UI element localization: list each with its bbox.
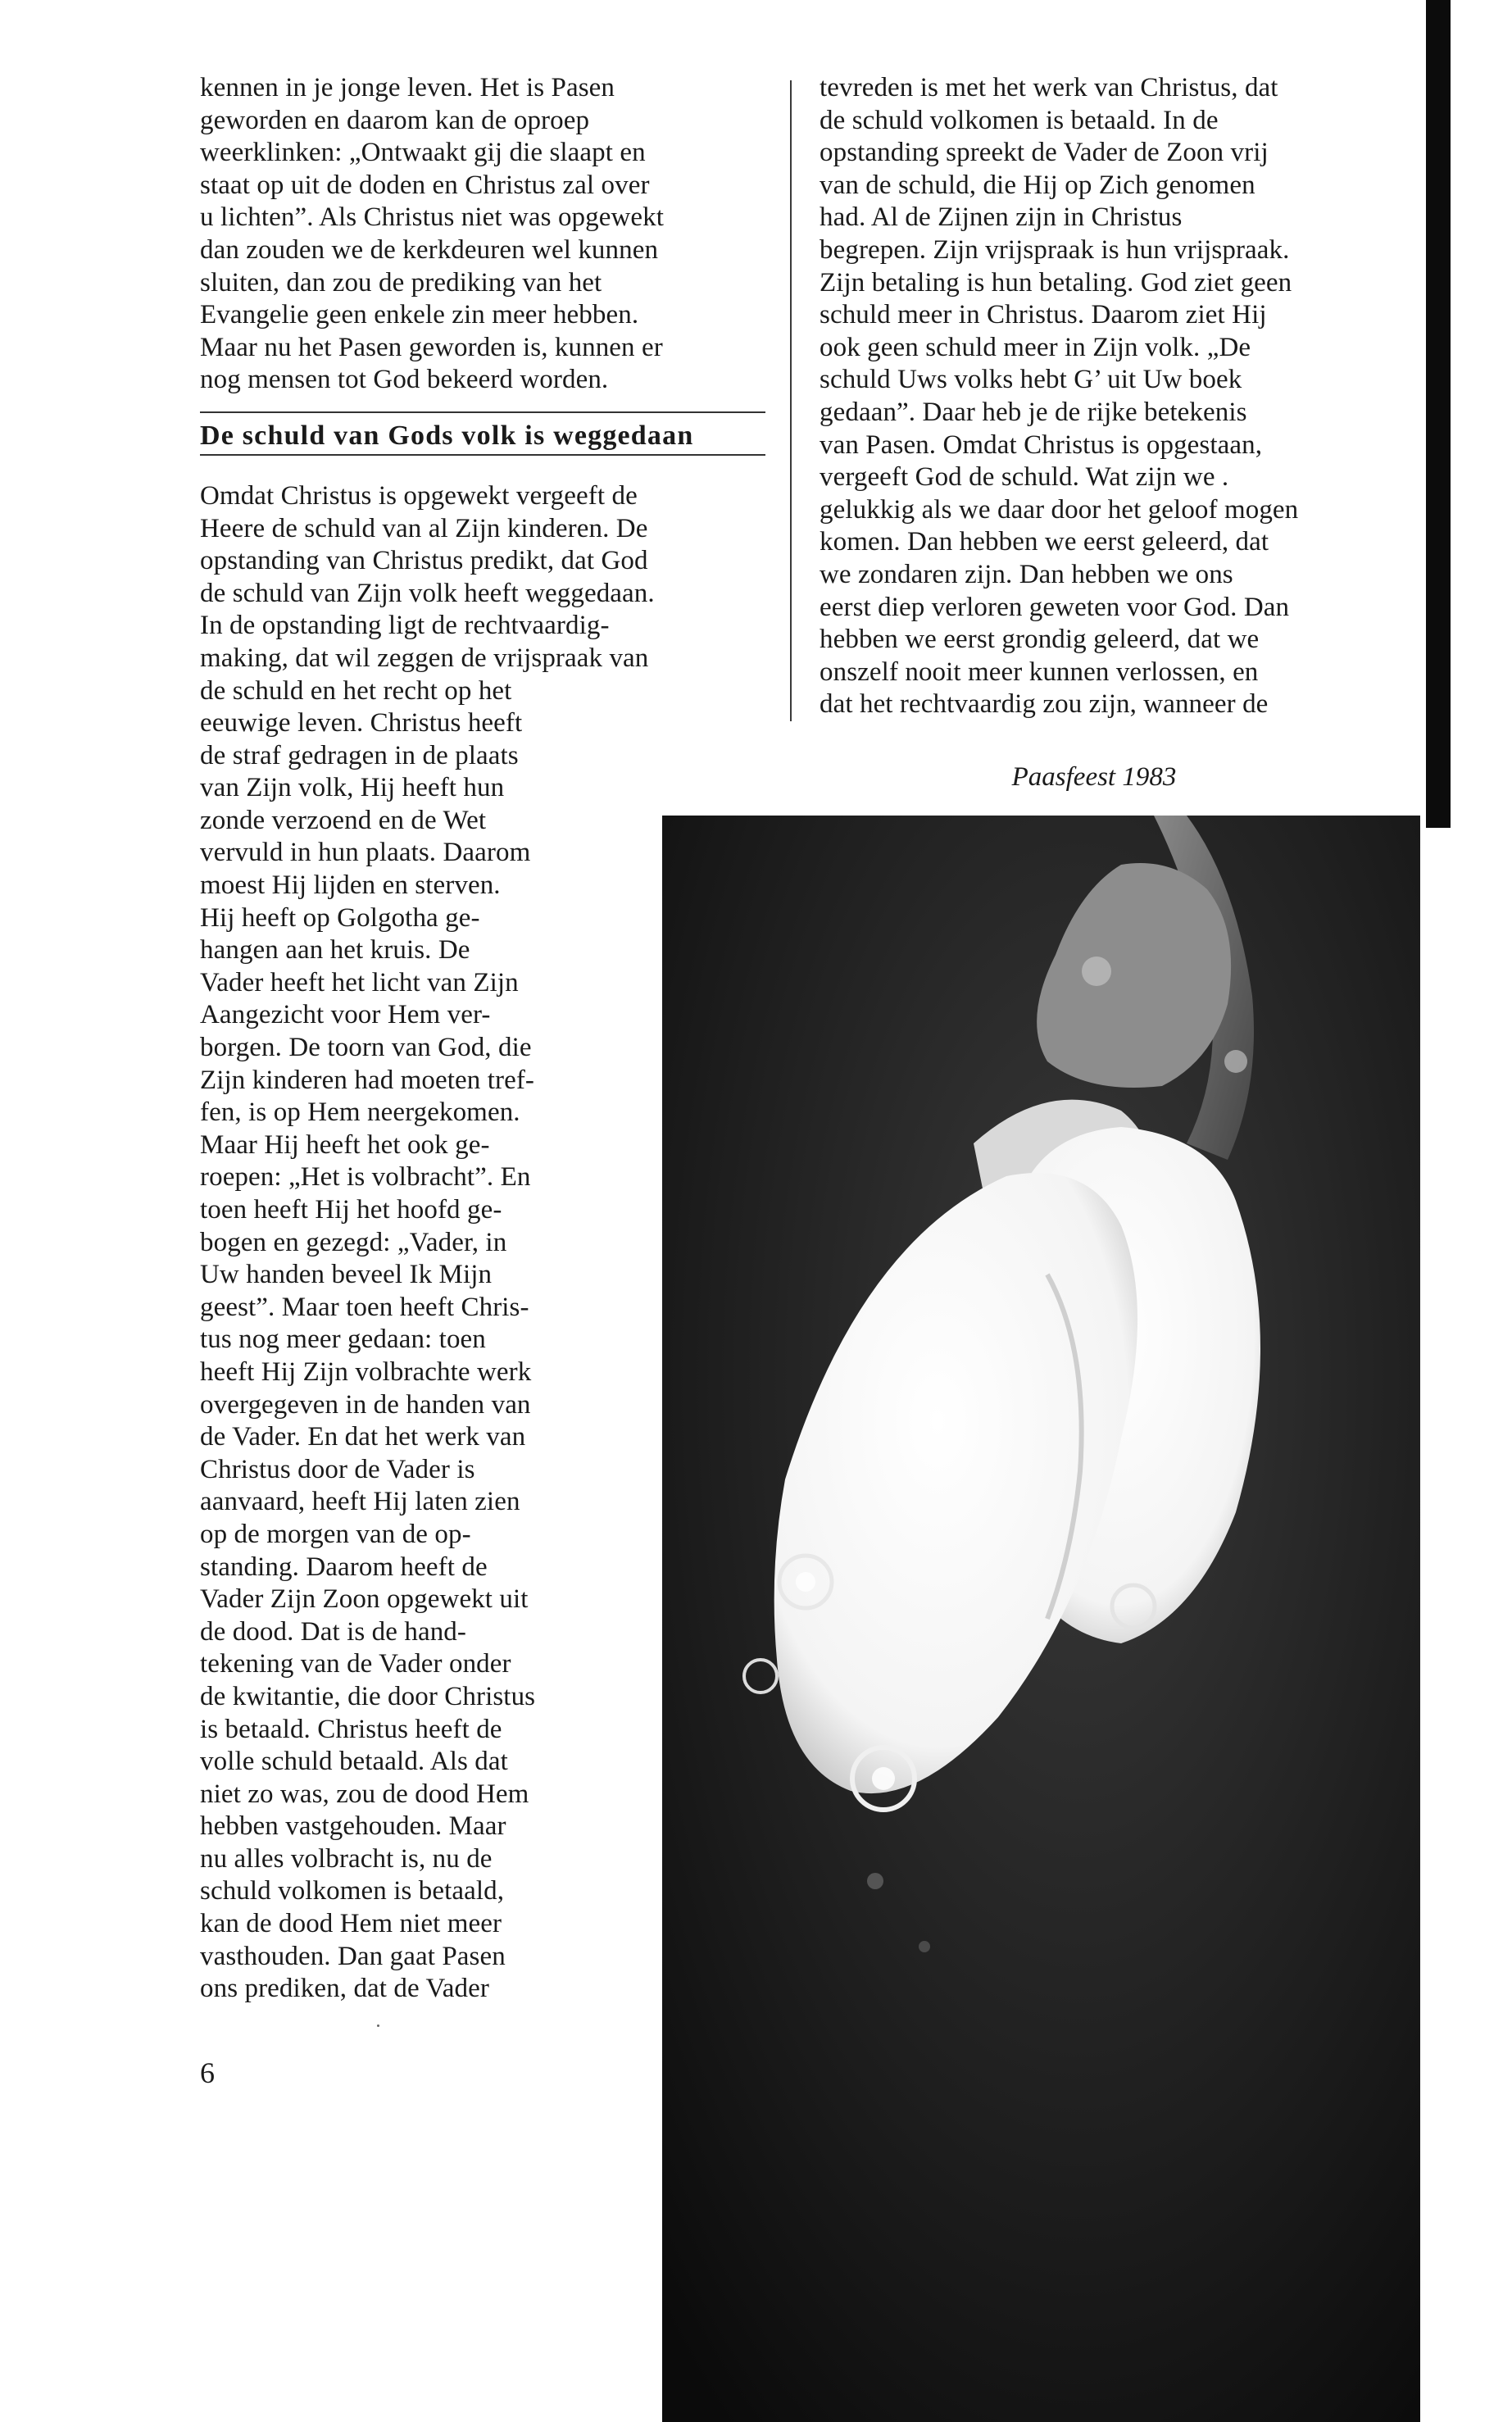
text-line: Omdat Christus is opgewekt vergeeft de — [200, 480, 638, 511]
text-line: vervuld in hun plaats. Daarom — [200, 838, 531, 868]
text-line: sluiten, dan zou de prediking van het — [200, 267, 602, 298]
text-line: schuld meer in Christus. Daarom ziet Hij — [820, 300, 1267, 330]
text-line: u lichten”. Als Christus niet was opgewekt — [200, 202, 665, 233]
text-line: borgen. De toorn van God, die — [200, 1033, 532, 1063]
text-line: Vader heeft het licht van Zijn — [200, 967, 519, 997]
text-line: In de opstanding ligt de rechtvaardig- — [200, 611, 610, 641]
text-line: ons prediken, dat de Vader — [200, 1974, 489, 2004]
text-line: de schuld volkomen is betaald. In de — [820, 105, 1219, 135]
text-line: Maar nu het Pasen geworden is, kunnen er — [200, 332, 663, 362]
text-line: staat op uit de doden en Christus zal over — [200, 170, 650, 200]
text-line: begrepen. Zijn vrijspraak is hun vrijspraak. — [820, 234, 1290, 265]
text-line: Uw handen beveel Ik Mijn — [200, 1260, 493, 1290]
text-line: de Vader. En dat het werk van — [200, 1422, 526, 1452]
text-line: de dood. Dat is de hand- — [200, 1616, 466, 1647]
text-line: tus nog meer gedaan: toen — [200, 1325, 486, 1355]
text-line: Zijn betaling is hun betaling. God ziet geen — [820, 267, 1292, 298]
column-divider — [790, 80, 792, 721]
text-line: ook geen schuld meer in Zijn volk. „De — [820, 332, 1251, 362]
page-number: 6 — [200, 2056, 215, 2089]
snowdrop-illustration — [662, 816, 1420, 2422]
text-line: de schuld van Zijn volk heeft weggedaan. — [200, 578, 655, 608]
text-line: van Zijn volk, Hij heeft hun — [200, 773, 505, 803]
text-line: kennen in je jonge leven. Het is Pasen — [200, 73, 615, 102]
text-line: opstanding van Christus predikt, dat God — [200, 546, 648, 576]
text-line: Aangezicht voor Hem ver- — [200, 1000, 491, 1030]
text-line: roepen: „Het is volbracht”. En — [200, 1162, 531, 1193]
right-paragraph — [820, 72, 1410, 721]
text-line: we zondaren zijn. Dan hebben we ons — [820, 559, 1233, 589]
text-line: de straf gedragen in de plaats — [200, 740, 519, 770]
text-line: standing. Daarom heeft de — [200, 1552, 488, 1582]
text-line: overgegeven in de handen van — [200, 1389, 531, 1420]
text-line: had. Al de Zijnen zijn in Christus — [820, 202, 1183, 233]
text-line: kan de dood Hem niet meer — [200, 1909, 502, 1939]
text-line: gelukkig als we daar door het geloof mogen — [820, 494, 1299, 525]
text-line: geworden en daarom kan de oproep — [200, 105, 590, 135]
scan-edge-shadow — [1426, 0, 1451, 828]
text-line: nu alles volbracht is, nu de — [200, 1843, 493, 1874]
text-line: dan zouden we de kerkdeuren wel kunnen — [200, 234, 659, 265]
text-line: hangen aan het kruis. De — [200, 935, 470, 966]
text-line: volle schuld betaald. Als dat — [200, 1747, 508, 1777]
text-line: hebben we eerst grondig geleerd, dat we — [820, 625, 1260, 655]
text-line: Zijn kinderen had moeten tref- — [200, 1065, 535, 1095]
text-line: komen. Dan hebben we eerst geleerd, dat — [820, 527, 1269, 557]
text-line: bogen en gezegd: „Vader, in — [200, 1227, 507, 1257]
text-line: zonde verzoend en de Wet — [200, 805, 487, 835]
text-line: onszelf nooit meer kunnen verlossen, en — [820, 657, 1259, 687]
text-line: Evangelie geen enkele zin meer hebben. — [200, 300, 639, 330]
text-line: eeuwige leven. Christus heeft — [200, 708, 523, 738]
text-line: van de schuld, die Hij op Zich genomen — [820, 170, 1255, 200]
text-line: tevreden is met het werk van Christus, dat — [820, 73, 1278, 102]
text-line: niet zo was, zou de dood Hem — [200, 1779, 529, 1809]
text-line: de kwitantie, die door Christus — [200, 1681, 536, 1711]
text-line: hebben vastgehouden. Maar — [200, 1811, 506, 1842]
text-line: tekening van de Vader onder — [200, 1649, 511, 1679]
text-line: opstanding spreekt de Vader de Zoon vrij — [820, 138, 1269, 168]
section-heading: De schuld van Gods volk is weggedaan — [200, 420, 694, 451]
text-line: Maar Hij heeft het ook ge- — [200, 1129, 490, 1160]
text-line: van Pasen. Omdat Christus is opgestaan, — [820, 429, 1263, 460]
text-line: vasthouden. Dan gaat Pasen — [200, 1941, 506, 1971]
text-line: dat het rechtvaardig zou zijn, wanneer de — [820, 689, 1269, 720]
text-line: making, dat wil zeggen de vrijspraak van — [200, 643, 649, 673]
text-line: Christus door de Vader is — [200, 1454, 475, 1484]
text-line: aanvaard, heeft Hij laten zien — [200, 1487, 520, 1517]
text-line: weerklinken: „Ontwaakt gij die slaapt en — [200, 138, 646, 168]
heading-rule-top — [200, 411, 765, 413]
text-line: schuld volkomen is betaald, — [200, 1876, 505, 1906]
right-column — [820, 72, 1410, 721]
text-line: op de morgen van de op- — [200, 1519, 471, 1549]
text-line: moest Hij lijden en sterven. — [200, 870, 501, 901]
snowdrop-photo — [662, 816, 1420, 2422]
text-line: heeft Hij Zijn volbrachte werk — [200, 1356, 532, 1387]
text-line: geest”. Maar toen heeft Chris- — [200, 1292, 529, 1322]
text-line: Hij heeft op Golgotha ge- — [200, 902, 480, 933]
text-line: Heere de schuld van al Zijn kinderen. De — [200, 513, 648, 543]
text-line: is betaald. Christus heeft de — [200, 1714, 502, 1744]
scan-speck — [377, 2024, 379, 2027]
text-line: nog mensen tot God bekeerd worden. — [200, 365, 609, 395]
photo-caption: Paasfeest 1983 — [1011, 762, 1177, 792]
text-line: fen, is op Hem neergekomen. — [200, 1097, 520, 1128]
intro-paragraph — [200, 72, 790, 397]
text-line: schuld Uws volks hebt G’ uit Uw boek — [820, 365, 1242, 395]
text-line: Vader Zijn Zoon opgewekt uit — [200, 1584, 529, 1615]
text-line: gedaan”. Daar heb je de rijke betekenis — [820, 397, 1247, 427]
text-line: eerst diep verloren geweten voor God. Dan — [820, 592, 1290, 622]
heading-rule-bottom — [200, 454, 765, 456]
text-line: vergeeft God de schuld. Wat zijn we . — [820, 462, 1229, 493]
text-line: toen heeft Hij het hoofd ge- — [200, 1195, 502, 1225]
text-line: de schuld en het recht op het — [200, 675, 512, 706]
